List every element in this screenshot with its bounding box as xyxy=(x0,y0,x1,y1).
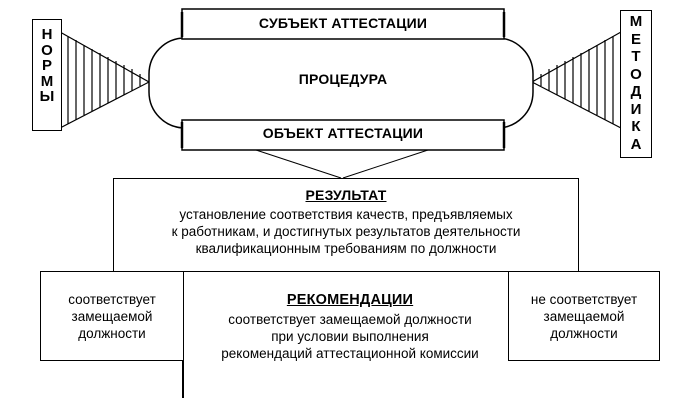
right-outcome-text: не соответствует замещаемой должности xyxy=(530,292,638,341)
result-box xyxy=(113,178,579,272)
methods-box xyxy=(620,10,652,158)
methods-funnel xyxy=(532,32,621,128)
procedure-label: ПРОЦЕДУРА xyxy=(298,71,388,87)
result-funnel xyxy=(256,150,428,178)
subject-label: СУБЪЕКТ АТТЕСТАЦИИ xyxy=(258,15,428,31)
norms-box xyxy=(32,19,62,131)
result-description: установление соответствия качеств, предъявляемых к работникам, и достигнутых результатов деятельности квалификационным требованиям по должности xyxy=(171,207,521,256)
recommendations-block xyxy=(185,292,515,362)
left-outcome-box xyxy=(40,271,184,361)
methods-label: М Е Т О Д И К А xyxy=(629,13,643,153)
object-label: ОБЪЕКТ АТТЕСТАЦИИ xyxy=(262,125,424,141)
norms-funnel xyxy=(60,32,149,128)
left-outcome-text: соответствует замещаемой должности xyxy=(68,292,156,341)
recommendations-title: РЕКОМЕНДАЦИИ xyxy=(286,292,414,308)
result-title: РЕЗУЛЬТАТ xyxy=(305,187,387,203)
recommendations-text: соответствует замещаемой должности при условии выполнения рекомендаций аттестационной комиссии xyxy=(221,312,479,361)
norms-label: Н О Р М Ы xyxy=(39,26,55,105)
right-outcome-box xyxy=(508,271,660,361)
